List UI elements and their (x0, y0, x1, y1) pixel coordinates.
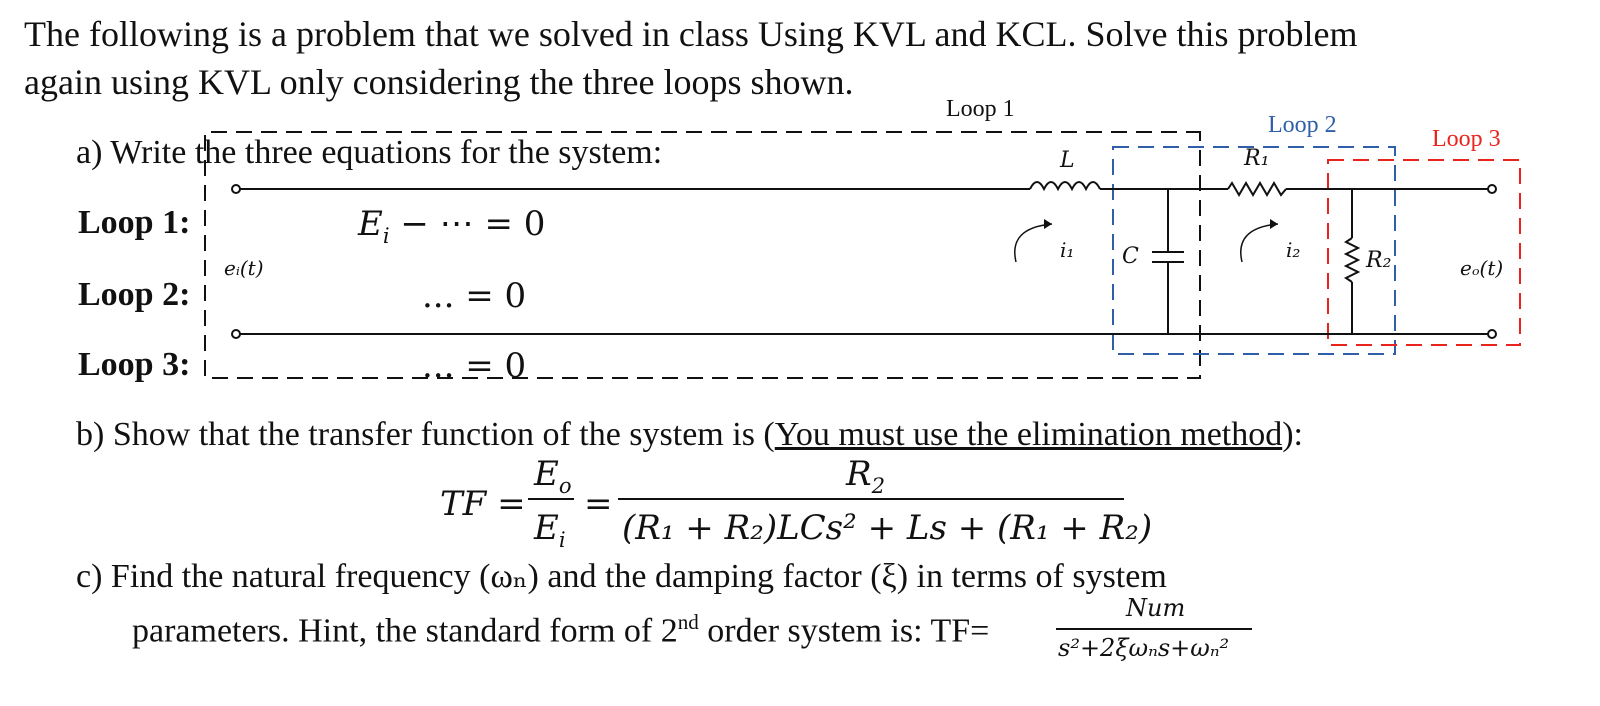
capacitor-label: C (1122, 244, 1139, 269)
loop3-title: Loop 3 (1432, 126, 1501, 152)
eo-ei-fraction-bar (528, 498, 574, 500)
r2-label: R₂ (1366, 248, 1392, 273)
elimination-method-note: You must use the elimination method (774, 416, 1283, 453)
tf-denominator: (R₁ + R₂)LCs² + Ls + (R₁ + R₂) (622, 508, 1153, 548)
ei-label: eᵢ(t) (224, 256, 264, 280)
standard-form-numerator: Num (1126, 594, 1186, 622)
part-c-line-2: parameters. Hint, the standard form of 2nd order system is: TF= (132, 610, 990, 650)
eo-label: eₒ(t) (1460, 256, 1504, 280)
intro-line-1: The following is a problem that we solved in class Using KVL and KCL. Solve this problem (24, 14, 1358, 54)
loop1-label: Loop 1: (78, 204, 191, 241)
inductor-label: L (1060, 148, 1075, 173)
loop1-equation: $E_i$ − ⋯ = 0 (358, 204, 546, 248)
inductor-symbol (1030, 182, 1100, 189)
r1-label: R₁ (1244, 146, 1270, 171)
i1-arrow (1015, 224, 1052, 262)
part-c-line-1: c) Find the natural frequency (ωₙ) and the damping factor (ξ) in terms of system (76, 558, 1167, 595)
tf-numerator: $R_2$ (846, 454, 886, 498)
standard-form-fraction-bar (1056, 628, 1252, 630)
loop1-title: Loop 1 (946, 96, 1015, 122)
eo-numerator: $E_o$ (534, 454, 572, 498)
loop2-equation: ... = 0 (422, 276, 527, 316)
loop2-label: Loop 2: (78, 276, 191, 313)
i2-label: i₂ (1286, 238, 1301, 262)
i1-label: i₁ (1060, 238, 1075, 262)
ei-denominator: $E_i$ (534, 508, 566, 552)
loop1-boundary (205, 132, 1200, 378)
loop3-equation: ... = 0 (422, 346, 527, 386)
loop2-title: Loop 2 (1268, 112, 1337, 138)
tf-fraction-bar (618, 498, 1124, 500)
part-a-text: a) Write the three equations for the system: (76, 134, 663, 171)
i2-arrow (1241, 224, 1278, 262)
resistor-r1-symbol (1228, 183, 1286, 195)
loop3-label: Loop 3: (78, 346, 191, 383)
resistor-r2-symbol (1346, 238, 1358, 282)
standard-form-denominator: s²+2ξωₙs+ωₙ² (1058, 634, 1230, 662)
intro-line-2: again using KVL only considering the three loops shown. (24, 62, 854, 102)
equals-sign: = (584, 484, 613, 524)
part-b-text: b) Show that the transfer function of the system is (You must use the elimination method): (76, 416, 1304, 453)
tf-label: TF = (440, 484, 526, 524)
